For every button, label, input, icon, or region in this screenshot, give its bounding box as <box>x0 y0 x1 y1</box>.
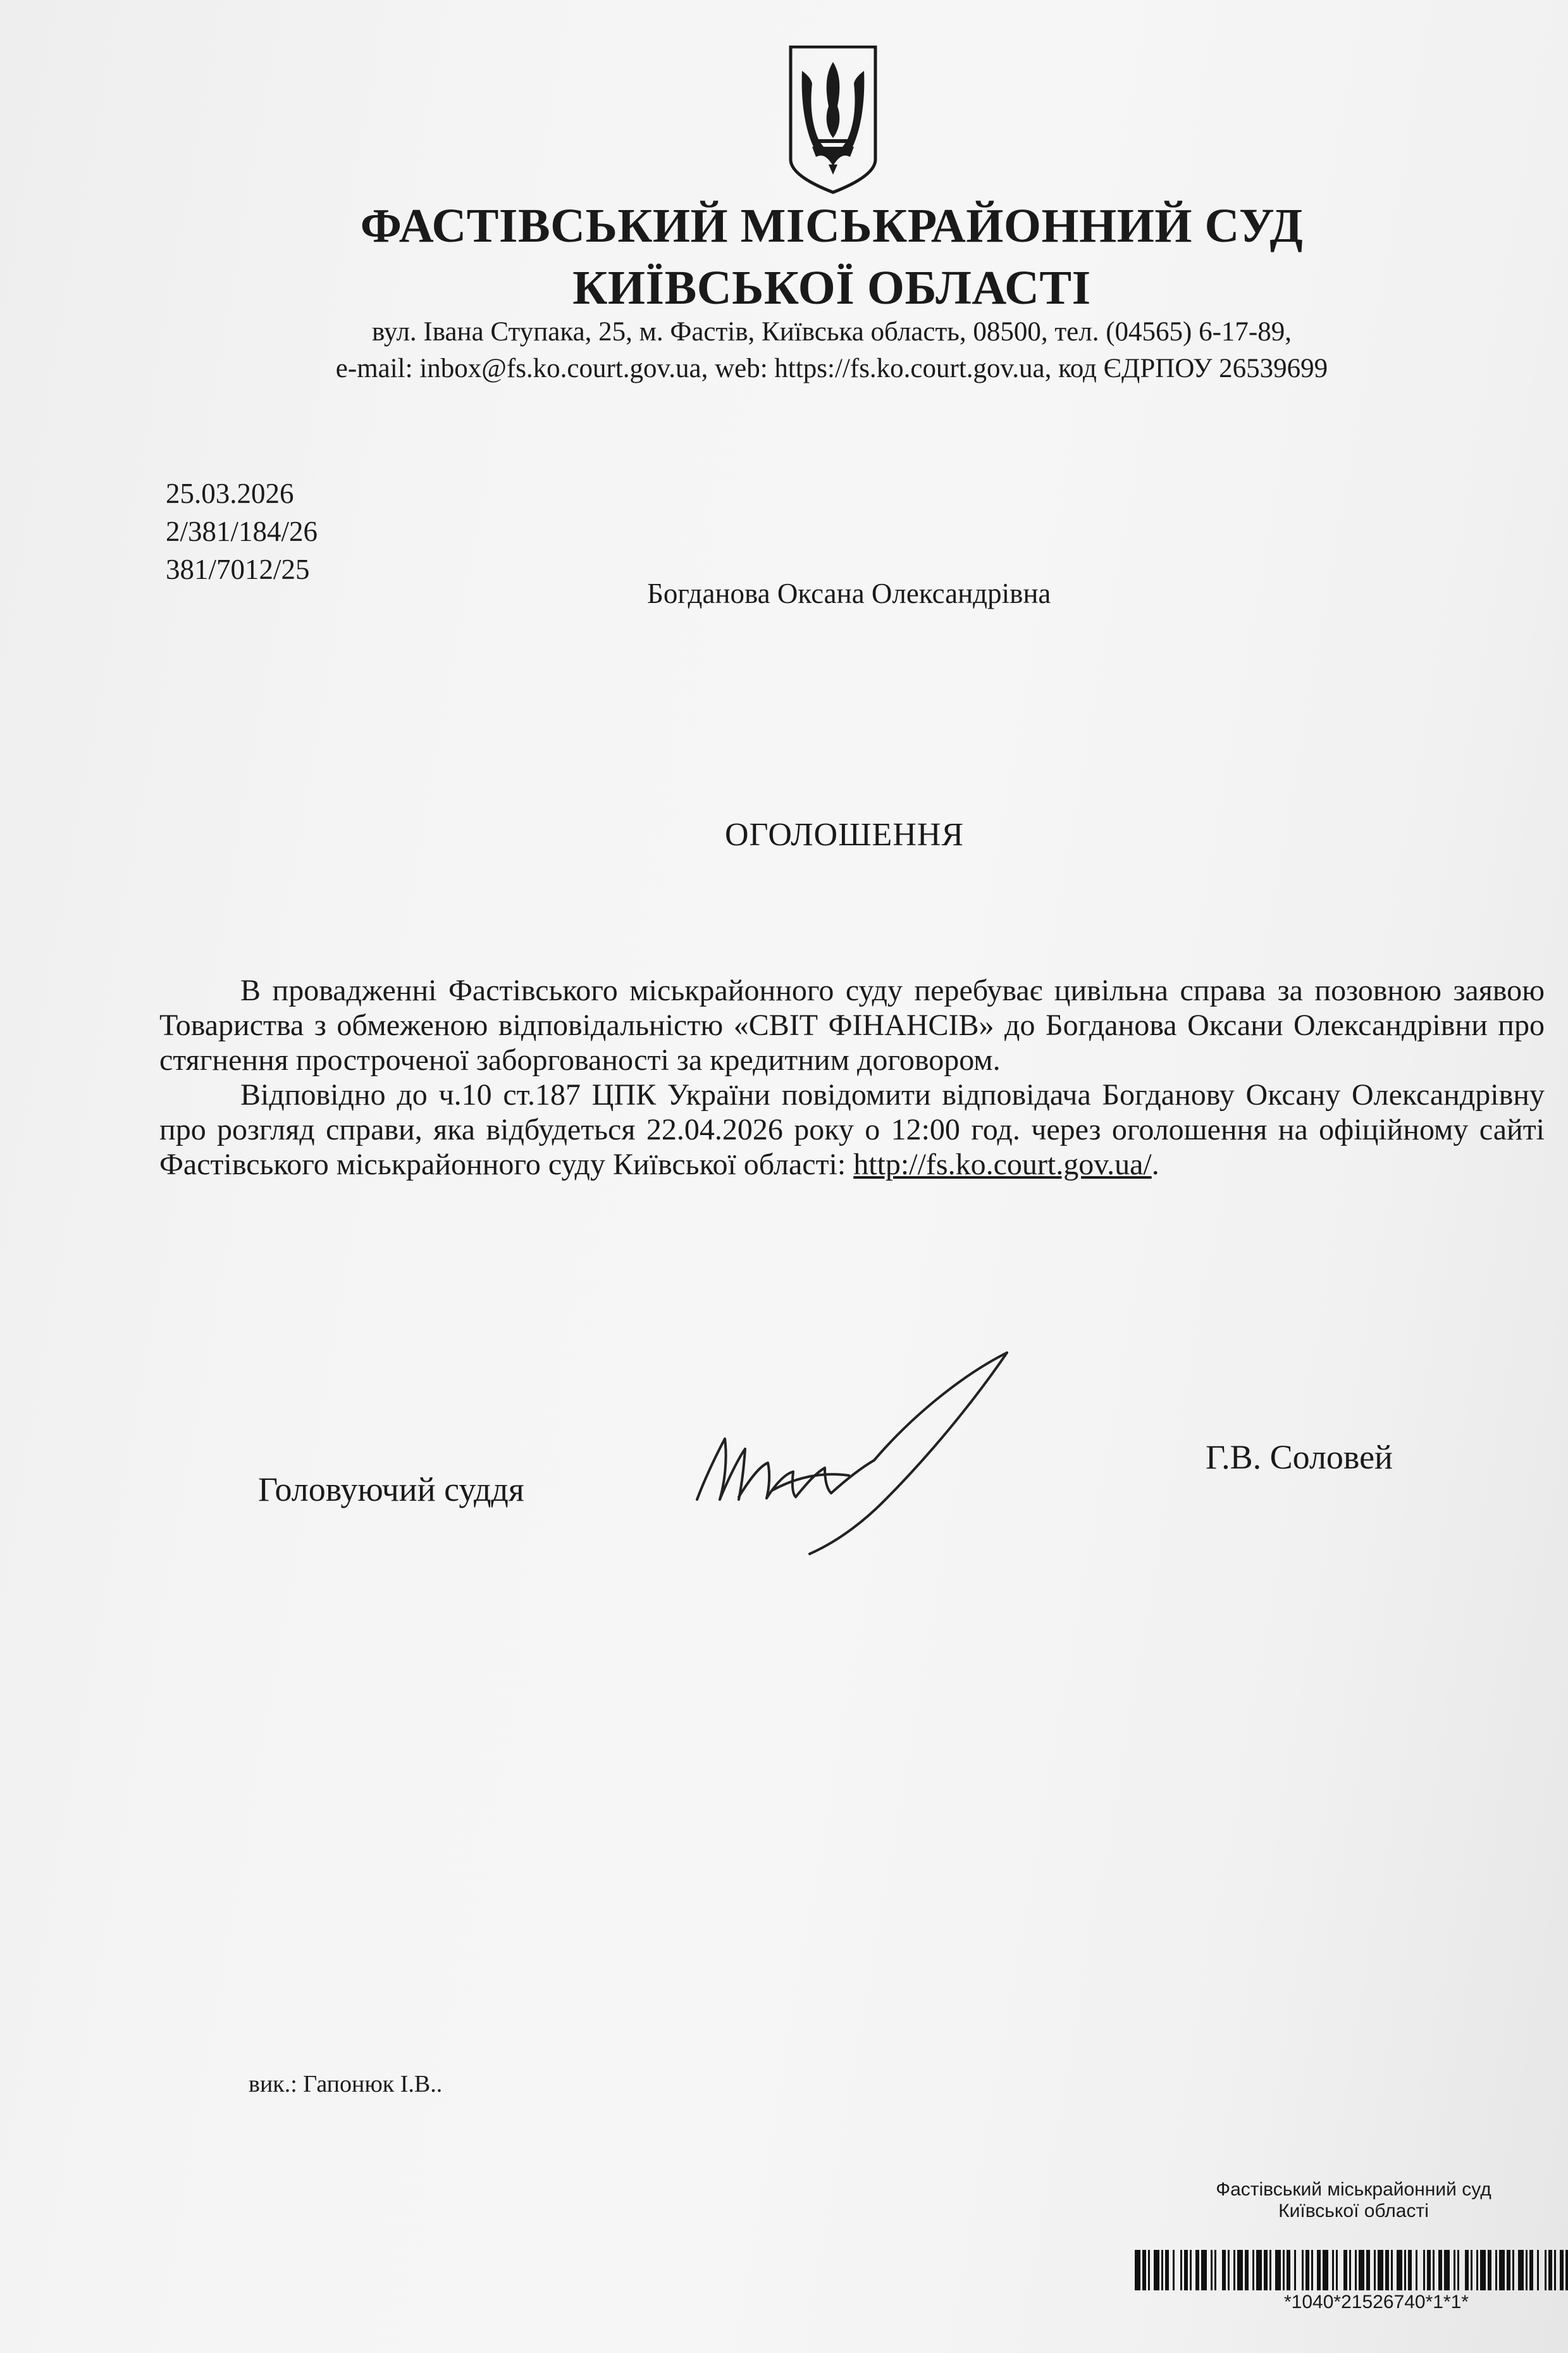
body-paragraph-2-end: . <box>1151 1148 1159 1181</box>
stamp-line1: Фастівський міськрайонний суд <box>1216 2179 1491 2200</box>
barcode-bar <box>1336 2250 1338 2290</box>
barcode-bar <box>1201 2250 1207 2290</box>
barcode-bar <box>1526 2250 1528 2290</box>
barcode-bar <box>1416 2250 1417 2290</box>
barcode-bar <box>1135 2250 1140 2290</box>
barcode-bar <box>1283 2250 1285 2290</box>
handwritten-signature <box>683 1348 1012 1556</box>
barcode-bar <box>1256 2250 1262 2290</box>
barcode-bar <box>1323 2250 1328 2290</box>
barcode-bar <box>1237 2250 1243 2290</box>
recipient-name: Богданова Оксана Олександрівна <box>647 578 1051 609</box>
court-name <box>0 195 1568 319</box>
barcode-bar <box>1480 2250 1486 2290</box>
barcode-bar <box>1529 2250 1533 2290</box>
barcode-bar <box>1465 2250 1469 2290</box>
barcode-bar <box>1269 2250 1271 2290</box>
barcode-bar <box>1332 2250 1334 2290</box>
barcode-bar <box>1161 2250 1163 2290</box>
barcode-bar <box>1142 2250 1146 2290</box>
body-paragraph-2-text: Відповідно до ч.10 ст.187 ЦПК України повідомити відповідача Богданову Оксану Олександрівну про розгляд справи, яка відбудеться 22.04.2026 року о 12:00 год. через оголошення на офіційному сайті Фастівського міськрайонного суду Київської області: <box>159 1078 1545 1181</box>
barcode-bar <box>1264 2250 1268 2290</box>
barcode-bar <box>1488 2250 1491 2290</box>
barcode-number: *1040*21526740*1*1* <box>1284 2292 1469 2313</box>
barcode-bar <box>1457 2250 1459 2290</box>
court-address <box>0 314 1568 387</box>
barcode-bar <box>1311 2250 1313 2290</box>
document-references <box>166 475 318 588</box>
barcode-bar <box>1184 2250 1188 2290</box>
barcode-bar <box>1228 2250 1230 2290</box>
barcode-bar <box>1499 2250 1505 2290</box>
barcode-bar <box>1385 2250 1389 2290</box>
barcode-bar <box>1408 2250 1412 2290</box>
outgoing-number: 2/381/184/26 <box>166 516 318 547</box>
barcode-bar <box>1195 2250 1199 2290</box>
trident-emblem-icon <box>787 46 879 195</box>
barcode-bar <box>1154 2250 1159 2290</box>
barcode-bar <box>1518 2250 1524 2290</box>
court-name-line1: ФАСТІВСЬКИЙ МІСЬКРАЙОННИЙ СУД <box>360 199 1304 252</box>
barcode-bar <box>1444 2250 1450 2290</box>
barcode-bar <box>1512 2250 1514 2290</box>
barcode-bar <box>1560 2250 1564 2290</box>
case-number: 381/7012/25 <box>166 554 310 585</box>
body-paragraph-1: В провадженні Фастівського міськрайонного суду перебуває цивільна справа за позовною заявою Товариства з обмеженою відповідальністю «СВІТ ФІНАНСІВ» до Богданова Оксани Олександрівни про стягнення простроченої заборгованості за кредитним договором. <box>159 974 1545 1077</box>
address-line1: вул. Івана Ступака, 25, м. Фастів, Київська область, 08500, тел. (04565) 6-17-89, <box>372 317 1292 347</box>
barcode-bar <box>1427 2250 1431 2290</box>
barcode-bar <box>1476 2250 1478 2290</box>
barcode-bar <box>1275 2250 1281 2290</box>
announcement-body <box>159 973 1545 1182</box>
barcode-bar <box>1359 2250 1364 2290</box>
barcode-bar <box>1397 2250 1402 2290</box>
barcode <box>1135 2250 1568 2290</box>
stamp-line2: Київської області <box>1278 2201 1429 2221</box>
barcode-bar <box>1554 2250 1556 2290</box>
barcode-bar <box>1507 2250 1510 2290</box>
barcode-bar <box>1252 2250 1254 2290</box>
barcode-bar <box>1190 2250 1192 2290</box>
barcode-bar <box>1423 2250 1425 2290</box>
barcode-bar <box>1438 2250 1442 2290</box>
barcode-bar <box>1211 2250 1213 2290</box>
executor-name: вик.: Гапонюк І.В.. <box>249 2071 443 2097</box>
barcode-bar <box>1165 2250 1169 2290</box>
barcode-bar <box>1173 2250 1175 2290</box>
barcode-bar <box>1233 2250 1235 2290</box>
barcode-bar <box>1245 2250 1249 2290</box>
barcode-bar <box>1391 2250 1393 2290</box>
document-title: ОГОЛОШЕННЯ <box>725 817 965 853</box>
barcode-bar <box>1148 2250 1150 2290</box>
barcode-bar <box>1287 2250 1290 2290</box>
barcode-bar <box>1349 2250 1351 2290</box>
barcode-bar <box>1214 2250 1216 2290</box>
barcode-bar <box>1433 2250 1435 2290</box>
address-line2: e-mail: inbox@fs.ko.court.gov.ua, web: https://fs.ko.court.gov.ua, код ЄДРПОУ 26539699 <box>335 354 1328 383</box>
court-website-link[interactable]: http://fs.ko.court.gov.ua/ <box>853 1148 1152 1181</box>
barcode-bar <box>1366 2250 1370 2290</box>
barcode-bar <box>1545 2250 1546 2290</box>
barcode-bar <box>1378 2250 1383 2290</box>
barcode-bar <box>1471 2250 1472 2290</box>
court-name-line2: КИЇВСЬКОЇ ОБЛАСТІ <box>572 261 1091 314</box>
judge-name: Г.В. Соловей <box>1206 1438 1393 1476</box>
barcode-bar <box>1404 2250 1406 2290</box>
barcode-bar <box>1548 2250 1552 2290</box>
barcode-bar <box>1374 2250 1376 2290</box>
barcode-bar <box>1537 2250 1539 2290</box>
registration-stamp <box>1151 2179 1556 2222</box>
barcode-bar <box>1565 2250 1568 2290</box>
barcode-bar <box>1317 2250 1321 2290</box>
presiding-judge-label: Головуючий суддя <box>258 1470 524 1508</box>
barcode-bar <box>1355 2250 1357 2290</box>
barcode-bar <box>1222 2250 1226 2290</box>
barcode-bar <box>1306 2250 1309 2290</box>
barcode-bar <box>1180 2250 1182 2290</box>
document-date: 25.03.2026 <box>166 478 294 509</box>
barcode-bar <box>1302 2250 1304 2290</box>
barcode-bar <box>1343 2250 1347 2290</box>
body-paragraph-2 <box>159 1077 1545 1182</box>
barcode-bar <box>1294 2250 1296 2290</box>
barcode-bar <box>1454 2250 1455 2290</box>
barcode-bar <box>1495 2250 1497 2290</box>
